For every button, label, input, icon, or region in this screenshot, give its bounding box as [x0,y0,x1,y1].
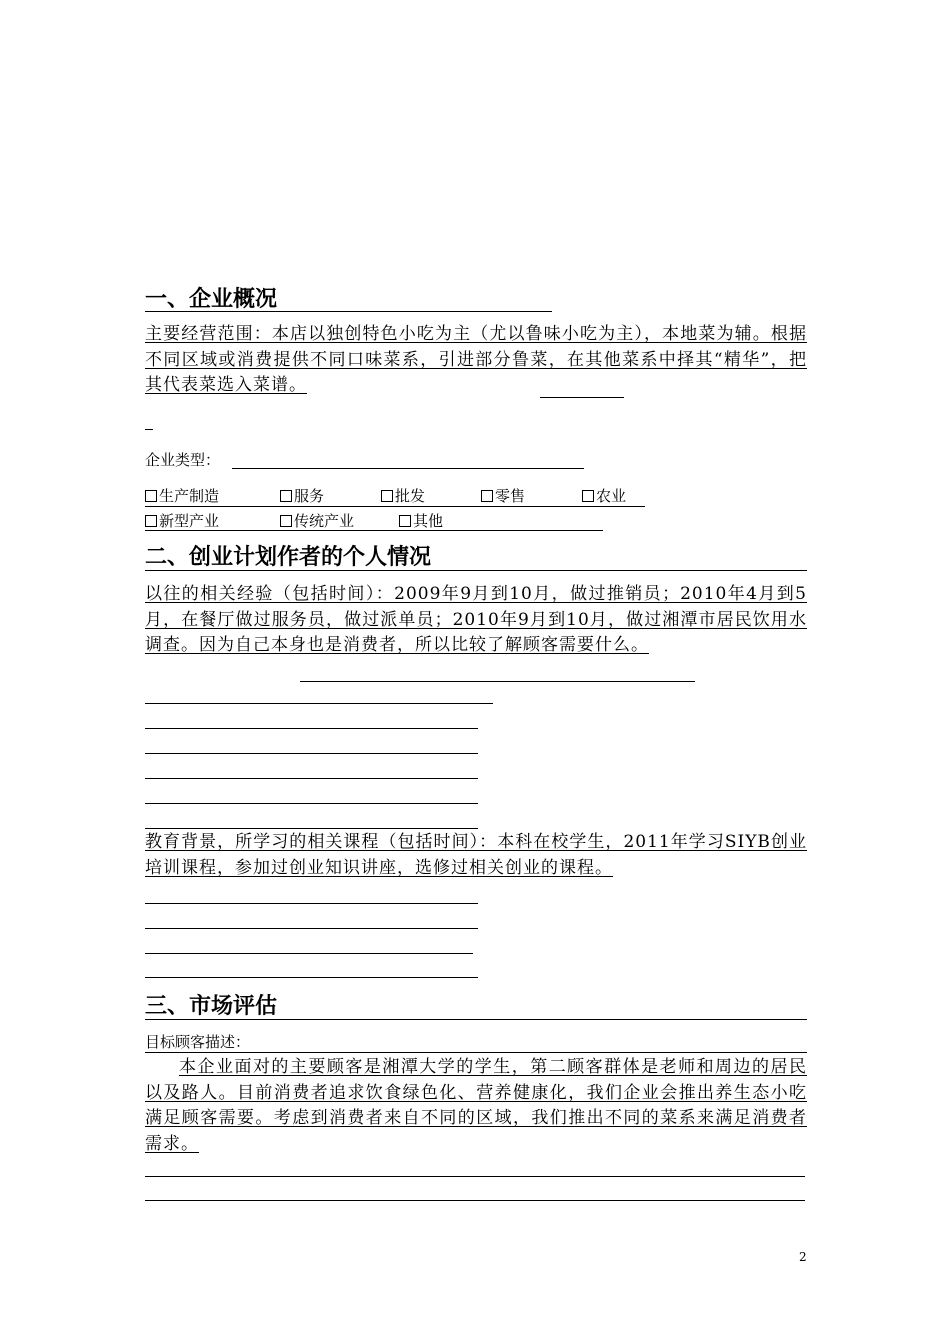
section-1-title: 一、企业概况 [145,287,278,312]
experience-paragraph [145,582,807,659]
option-other[interactable]: 其他 [399,511,443,531]
blank-line-short [145,429,153,430]
blank-line-6 [145,828,478,829]
blank-line-7 [145,903,478,904]
section-2-title-underline [145,570,807,571]
section-2-title: 二、创业计划作者的个人情况 [145,545,432,570]
checkbox-icon[interactable] [145,515,157,527]
option-traditional-industry[interactable]: 传统产业 [280,511,399,531]
blank-line-9 [145,953,473,954]
option-wholesale[interactable]: 批发 [381,486,481,506]
checkbox-icon[interactable] [381,490,393,502]
section-1-title-underline [145,311,552,312]
business-scope-paragraph [145,322,807,399]
checkbox-icon[interactable] [280,490,292,502]
blank-line-11 [145,1176,805,1177]
blank-line-3 [145,753,478,754]
blank-line-1 [145,703,493,704]
experience-trailing-line [300,681,695,682]
blank-line-12 [145,1200,805,1201]
option-service[interactable]: 服务 [280,486,381,506]
target-customer-text: 本企业面对的主要顾客是湘潭大学的学生，第二顾客群体是老师和周边的居民以及路人。目前消费者追求饮食绿色化、营养健康化，我们企业会推出养生态小吃满足顾客需要。考虑到消费者来自不同的区域，我们推出不同的菜系来满足消费者需求。 [145,1057,807,1154]
enterprise-type-label: 企业类型： [145,451,221,469]
blank-line-10 [145,977,478,978]
section-3-title-underline [145,1019,807,1020]
education-paragraph [145,830,807,881]
blank-line-2 [145,728,478,729]
page-number: 2 [799,1250,807,1264]
option-manufacturing[interactable]: 生产制造 [145,486,280,506]
experience-text: 以往的相关经验（包括时间）：2009年9月到10月，做过推销员；2010年4月到5月，在餐厅做过服务员，做过派单员；2010年9月到10月，做过湘潭市居民饮用水调查。因为自己本身也是消费者，所以比较了解顾客需要什么。 [145,584,807,655]
target-customer-label: 目标顾客描述： [145,1033,251,1051]
blank-line-4 [145,778,478,779]
option-new-industry[interactable]: 新型产业 [145,511,280,531]
business-scope-text: 主要经营范围：本店以独创特色小吃为主（尤以鲁味小吃为主），本地菜为辅。根据不同区域或消费提供不同口味菜系，引进部分鲁菜，在其他菜系中择其“精华”，把其代表菜选入菜谱。 [145,324,807,395]
target-customer-label-underline [145,1052,807,1053]
business-scope-trailing-line [540,397,624,398]
checkbox-icon[interactable] [280,515,292,527]
blank-line-8 [145,928,478,929]
checkbox-icon[interactable] [399,515,411,527]
checkbox-icon[interactable] [145,490,157,502]
options-row-2-underline [145,530,603,531]
options-row-1-underline [145,506,645,507]
option-retail[interactable]: 零售 [481,486,582,506]
option-agriculture[interactable]: 农业 [582,486,626,506]
enterprise-type-options-row-1 [145,486,626,506]
education-text: 教育背景，所学习的相关课程（包括时间）：本科在校学生，2011年学习SIYB创业培训课程，参加过创业知识讲座，选修过相关创业的课程。 [145,832,807,878]
enterprise-type-options-row-2 [145,511,443,531]
section-3-title: 三、市场评估 [145,994,278,1019]
blank-line-5 [145,803,478,804]
enterprise-type-line [232,468,584,469]
checkbox-icon[interactable] [582,490,594,502]
target-customer-paragraph [145,1055,807,1157]
checkbox-icon[interactable] [481,490,493,502]
